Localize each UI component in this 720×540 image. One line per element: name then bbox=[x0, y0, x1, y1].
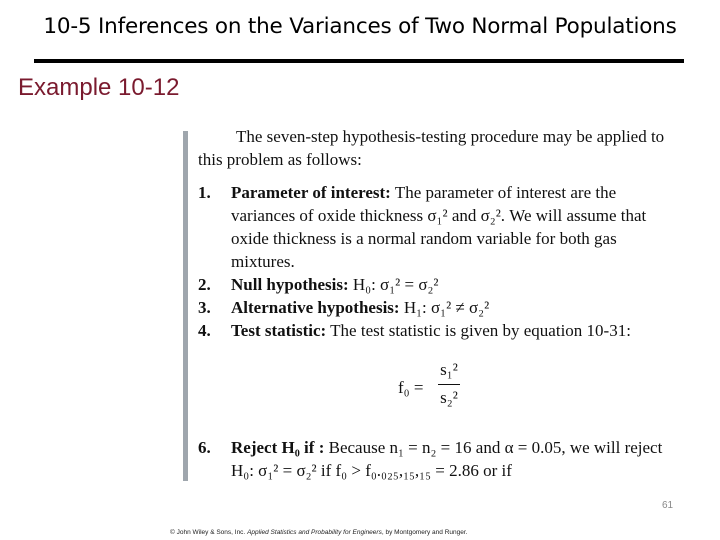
footer-book-title: Applied Statistics and Probability for Engineers bbox=[247, 529, 382, 536]
step-heading: Null hypothesis: bbox=[231, 275, 349, 294]
step-body: H₁: σ₁² ≠ σ₂² bbox=[403, 298, 490, 317]
step-body: Because n₁ = n₂ = 16 and α = 0.05, we will reject H₀: σ₁² = σ₂² if f₀ > f₀.₀₂₅,₁₅,₁₅ = 2.86 or if bbox=[231, 438, 663, 480]
title-underline bbox=[34, 59, 684, 63]
step-6 bbox=[198, 436, 668, 482]
step-number: 1. bbox=[198, 183, 211, 202]
step-number: 4. bbox=[198, 321, 211, 340]
step-heading: Parameter of interest: bbox=[231, 183, 391, 202]
step-heading: Alternative hypothesis: bbox=[231, 298, 400, 317]
step-heading: Reject H₀ if : bbox=[231, 438, 325, 457]
footer-prefix: © John Wiley & Sons, Inc. bbox=[170, 529, 246, 536]
step-number: 6. bbox=[198, 438, 211, 457]
step-1 bbox=[198, 181, 668, 273]
textbook-excerpt bbox=[198, 125, 668, 482]
formula-denominator: s₂² bbox=[440, 388, 458, 407]
formula-fraction bbox=[438, 358, 460, 409]
step-body: H₀: σ₁² = σ₂² bbox=[352, 275, 439, 294]
test-statistic-formula bbox=[198, 348, 668, 430]
formula-numerator: s₁² bbox=[440, 360, 458, 379]
step-heading: Test statistic: bbox=[231, 321, 327, 340]
step-number: 2. bbox=[198, 275, 211, 294]
step-3 bbox=[198, 296, 668, 319]
step-4 bbox=[198, 319, 668, 342]
step-body: The test statistic is given by equation 10-31: bbox=[330, 321, 631, 340]
step-body: The parameter of interest are the variances of oxide thickness σ₁² and σ₂². We will assume that oxide thickness is a normal random variable for both gas mixtures. bbox=[231, 183, 647, 271]
fraction-bar bbox=[438, 384, 460, 385]
example-heading: Example 10-12 bbox=[18, 74, 180, 101]
step-2 bbox=[198, 273, 668, 296]
footer-suffix: , by Montgomery and Runger. bbox=[381, 529, 468, 536]
intro-text: The seven-step hypothesis-testing procedure may be applied to this problem as follows: bbox=[198, 127, 665, 169]
slide-title: 10-5 Inferences on the Variances of Two Normal Populations bbox=[43, 14, 677, 39]
copyright-footer bbox=[170, 529, 467, 536]
excerpt-sidebar-bar bbox=[183, 131, 188, 481]
page-number: 61 bbox=[662, 500, 674, 511]
step-number: 3. bbox=[198, 298, 211, 317]
formula-lhs: f₀ = bbox=[398, 378, 424, 397]
